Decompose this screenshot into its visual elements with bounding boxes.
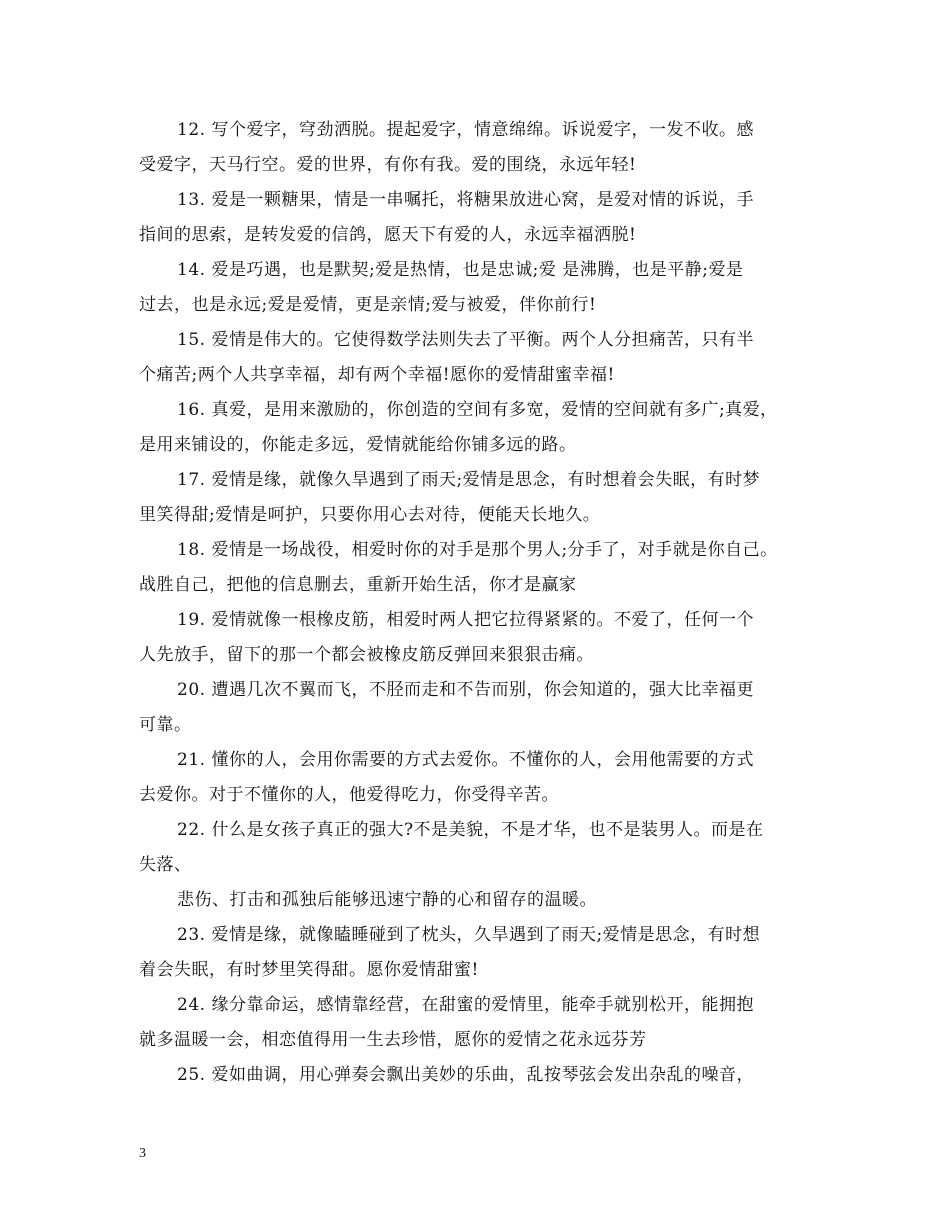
text-line: 去爱你。对于不懂你的人，他爱得吃力，你受得辛苦。 — [139, 785, 559, 805]
text-line: 受爱字，天马行空。爱的世界，有你有我。爱的围绕，永远年轻! — [139, 155, 637, 175]
text-line: 12. 写个爱字，穹劲洒脱。提起爱字，情意绵绵。诉说爱字，一发不收。感 — [177, 120, 754, 140]
text-line: 过去，也是永远;爱是爱情，更是亲情;爱与被爱，伴你前行! — [139, 295, 597, 315]
text-line: 里笑得甜;爱情是呵护，只要你用心去对待，便能天长地久。 — [139, 505, 601, 525]
text-line: 23. 爱情是缘，就像瞌睡碰到了枕头，久旱遇到了雨天;爱情是思念，有时想 — [177, 925, 761, 945]
text-line: 14. 爱是巧遇，也是默契;爱是热情，也是忠诚;爱 是沸腾，也是平静;爱是 — [177, 260, 744, 280]
text-line: 16. 真爱，是用来激励的，你创造的空间有多宽，爱情的空间就有多广;真爱， — [177, 400, 778, 420]
text-line: 17. 爱情是缘，就像久旱遇到了雨天;爱情是思念，有时想着会失眠，有时梦 — [177, 470, 761, 490]
text-line: 着会失眠，有时梦里笑得甜。愿你爱情甜蜜! — [139, 960, 479, 980]
text-line: 失落、 — [139, 855, 192, 875]
text-line: 13. 爱是一颗糖果，情是一串嘱托，将糖果放进心窝，是爱对情的诉说，手 — [177, 190, 754, 210]
text-line: 就多温暖一会，相恋值得用一生去珍惜，愿你的爱情之花永远芬芳 — [139, 1030, 647, 1050]
text-line: 人先放手，留下的那一个都会被橡皮筋反弹回来狠狠击痛。 — [139, 645, 594, 665]
text-line: 18. 爱情是一场战役，相爱时你的对手是那个男人;分手了，对手就是你自己。 — [177, 540, 778, 560]
text-line: 25. 爱如曲调，用心弹奏会飘出美妙的乐曲，乱按琴弦会发出杂乱的噪音， — [177, 1065, 754, 1085]
text-line: 15. 爱情是伟大的。它使得数学法则失去了平衡。两个人分担痛苦，只有半 — [177, 330, 754, 350]
text-line: 个痛苦;两个人共享幸福，却有两个幸福!愿你的爱情甜蜜幸福! — [139, 365, 615, 385]
text-line: 悲伤、打击和孤独后能够迅速宁静的心和留存的温暖。 — [177, 890, 597, 910]
text-line: 22. 什么是女孩子真正的强大?不是美貌，不是才华，也不是装男人。而是在 — [177, 820, 764, 840]
text-line: 21. 懂你的人，会用你需要的方式去爱你。不懂你的人，会用他需要的方式 — [177, 750, 754, 770]
page-number: 3 — [139, 1146, 146, 1161]
text-line: 19. 爱情就像一根橡皮筋，相爱时两人把它拉得紧紧的。不爱了，任何一个 — [177, 610, 754, 630]
text-line: 24. 缘分靠命运，感情靠经营，在甜蜜的爱情里，能牵手就别松开，能拥抱 — [177, 995, 754, 1015]
text-line: 指间的思索，是转发爱的信鸽，愿天下有爱的人，永远幸福洒脱! — [139, 225, 637, 245]
text-line: 可靠。 — [139, 715, 192, 735]
text-line: 战胜自己，把他的信息删去，重新开始生活，你才是赢家 — [139, 575, 577, 595]
text-line: 20. 遭遇几次不翼而飞，不胫而走和不告而别，你会知道的，强大比幸福更 — [177, 680, 754, 700]
text-line: 是用来铺设的，你能走多远，爱情就能给你铺多远的路。 — [139, 435, 577, 455]
